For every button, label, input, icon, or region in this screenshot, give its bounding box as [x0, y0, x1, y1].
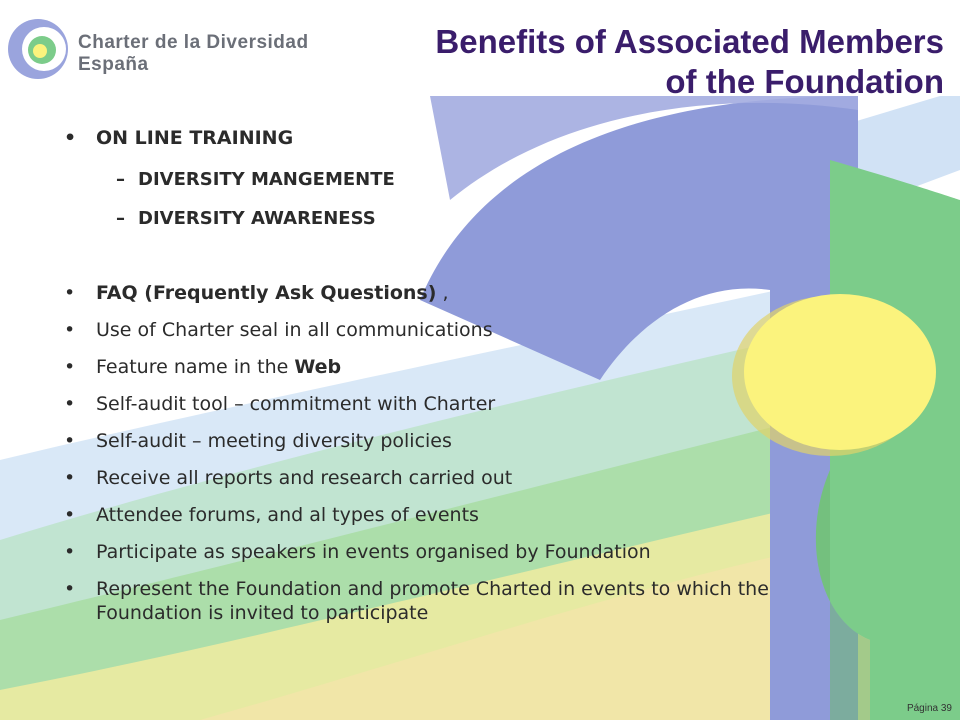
list-item-speakers	[64, 540, 864, 564]
sub-item-text: DIVERSITY AWARENESS	[138, 208, 376, 229]
bullet-icon: •	[64, 356, 76, 378]
dash-icon: –	[116, 208, 125, 229]
bullet-icon: •	[64, 504, 76, 526]
list-item-text: Attendee forums, and al types of events	[96, 504, 479, 526]
charter-logo	[6, 12, 366, 92]
logo-text-line1: Charter de la Diversidad	[78, 32, 309, 53]
list-item-text: Receive all reports and research carried out	[96, 467, 513, 489]
bullet-list	[64, 120, 864, 625]
slide-title-line1: Benefits of Associated Members	[435, 23, 944, 60]
list-item-forums	[64, 503, 864, 527]
slide-title-line2: of the Foundation	[665, 63, 944, 100]
bullet-icon: •	[64, 541, 76, 563]
bullet-icon: •	[64, 467, 76, 489]
list-item-text: ON LINE TRAINING	[96, 127, 294, 149]
list-item-text: Represent the Foundation and promote Charted in events to which the Foundation is invited to participate	[96, 578, 769, 624]
bullet-icon: •	[64, 393, 76, 415]
list-item-text: Feature name in the	[96, 356, 295, 378]
bullet-icon: •	[64, 127, 77, 149]
bullet-icon: •	[64, 578, 76, 600]
sub-item-text: DIVERSITY MANGEMENTE	[138, 169, 395, 190]
list-item-text: FAQ (Frequently Ask Questions)	[96, 282, 437, 304]
list-item-seal	[64, 318, 864, 342]
charter-logo-icon	[6, 12, 70, 86]
list-item-represent	[64, 577, 864, 625]
sub-item-diversity-awareness	[64, 207, 864, 231]
sub-item-diversity-management	[64, 168, 864, 192]
list-item-text: Self-audit tool – commitment with Charter	[96, 393, 496, 415]
logo-text-line2: España	[78, 54, 149, 75]
list-item-text: Self-audit – meeting diversity policies	[96, 430, 452, 452]
bullet-icon: •	[64, 430, 76, 452]
bullet-icon: •	[64, 319, 76, 341]
list-item-text: Use of Charter seal in all communications	[96, 319, 493, 341]
bullet-icon: •	[64, 282, 76, 304]
list-item-feature-name	[64, 355, 864, 379]
slide-title	[344, 22, 944, 102]
list-item-text: Participate as speakers in events organised by Foundation	[96, 541, 651, 563]
list-item-suffix: ,	[436, 282, 449, 304]
list-item-selfaudit-policies	[64, 429, 864, 453]
list-item-reports	[64, 466, 864, 490]
list-item-online-training	[64, 126, 864, 150]
dash-icon: –	[116, 169, 125, 190]
list-item-faq	[64, 281, 864, 305]
page-number: Página 39	[906, 703, 952, 714]
list-item-selfaudit-tool	[64, 392, 864, 416]
list-item-bold-text: Web	[294, 356, 342, 378]
